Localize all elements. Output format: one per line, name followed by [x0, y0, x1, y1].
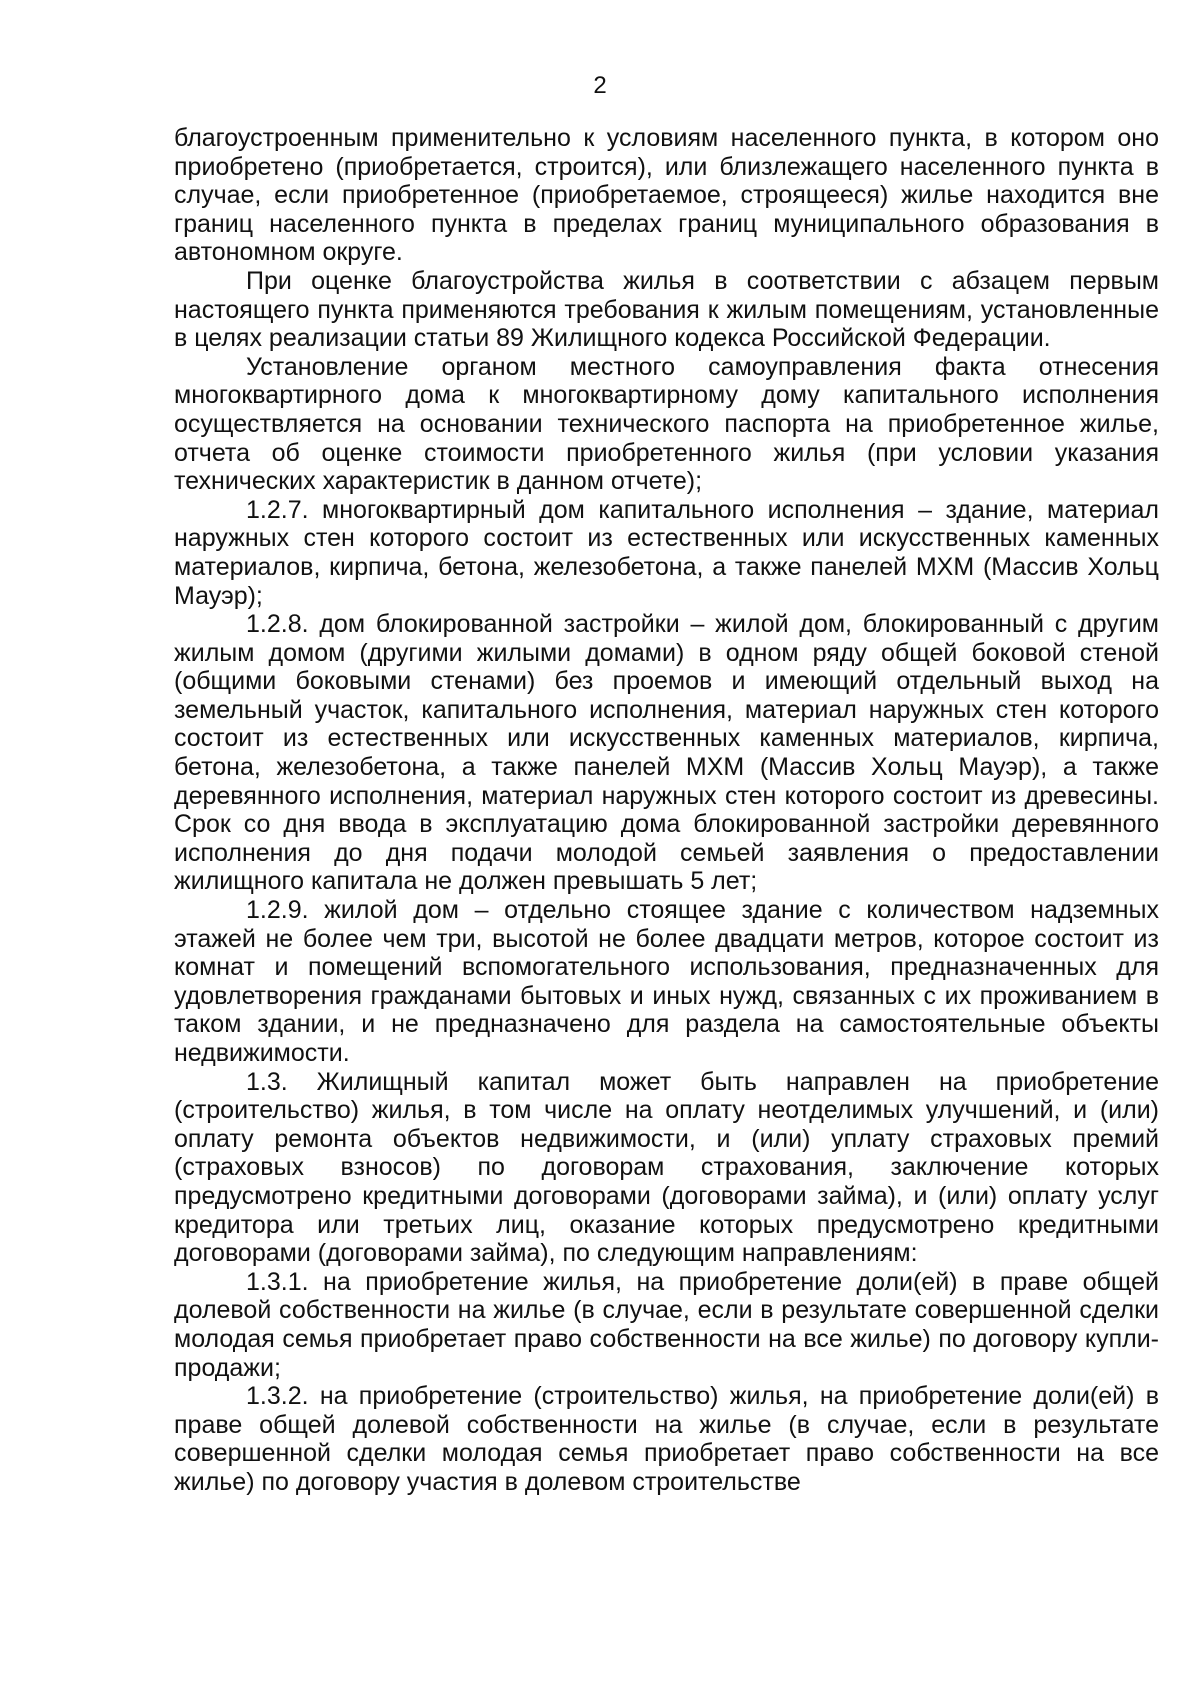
paragraph: При оценке благоустройства жилья в соответствии с абзацем первым настоящего пункта применяются требования к жилым помещениям, установленные в целях реализации статьи 89 Жилищного кодекса Российской Федерации. — [174, 266, 1159, 353]
paragraph-clause-1-2-8: 1.2.8. дом блокированной застройки – жилой дом, блокированный с другим жилым домом (другими жилыми домами) в одном ряду общей боковой стеной (общими боковыми стенами) без проемов и имеющий отдельный выход на земельный участок, капитального исполнения, материал наружных стен которого состоит из естественных или искусственных каменных материалов, кирпича, бетона, железобетона, а также панелей МХМ (Массив Хольц Мауэр), а также деревянного исполнения, материал наружных стен которого состоит из древесины. Срок со дня ввода в эксплуатацию дома блокированной застройки деревянного исполнения до дня подачи молодой семьей заявления о предоставлении жилищного капитала не должен превышать 5 лет; — [174, 610, 1159, 896]
paragraph-clause-1-3-1: 1.3.1. на приобретение жилья, на приобретение доли(ей) в праве общей долевой собственности на жилье (в случае, если в результате совершенной сделки молодая семья приобретает право собственности на все жилье) по договору купли-продажи; — [174, 1267, 1159, 1382]
paragraph-clause-1-2-9: 1.2.9. жилой дом – отдельно стоящее здание с количеством надземных этажей не более чем три, высотой не более двадцати метров, которое состоит из комнат и помещений вспомогательного использования, предназначенных для удовлетворения гражданами бытовых и иных нужд, связанных с их проживанием в таком здании, и не предназначено для раздела на самостоятельные объекты недвижимости. — [174, 896, 1159, 1067]
paragraph: Установление органом местного самоуправления факта отнесения многоквартирного дома к многоквартирному дому капитального исполнения осуществляется на основании технического паспорта на приобретенное жилье, отчета об оценке стоимости приобретенного жилья (при условии указания технических характеристик в данном отчете); — [174, 352, 1159, 496]
paragraph: благоустроенным применительно к условиям населенного пункта, в котором оно приобретено (приобретается, строится), или близлежащего населенного пункта в случае, если приобретенное (приобретаемое, строящееся) жилье находится вне границ населенного пункта в пределах границ муниципального образования в автономном округе. — [174, 124, 1159, 267]
document-body — [174, 124, 1159, 1497]
paragraph-clause-1-3: 1.3. Жилищный капитал может быть направлен на приобретение (строительство) жилья, в том числе на оплату неотделимых улучшений, и (или) оплату ремонта объектов недвижимости, и (или) уплату страховых премий (страховых взносов) по договорам страхования, заключение которых предусмотрено кредитными договорами (договорами займа), и (или) оплату услуг кредитора или третьих лиц, оказание которых предусмотрено кредитными договорами (договорами займа), по следующим направлениям: — [174, 1067, 1159, 1268]
page-number: 2 — [593, 72, 607, 99]
paragraph-clause-1-2-7: 1.2.7. многоквартирный дом капитального исполнения – здание, материал наружных стен которого состоит из естественных или искусственных каменных материалов, кирпича, бетона, железобетона, а также панелей МХМ (Массив Хольц Мауэр); — [174, 495, 1159, 610]
paragraph-clause-1-3-2: 1.3.2. на приобретение (строительство) жилья, на приобретение доли(ей) в праве общей долевой собственности на жилье (в случае, если в результате совершенной сделки молодая семья приобретает право собственности на все жилье) по договору участия в долевом строительстве — [174, 1382, 1159, 1496]
